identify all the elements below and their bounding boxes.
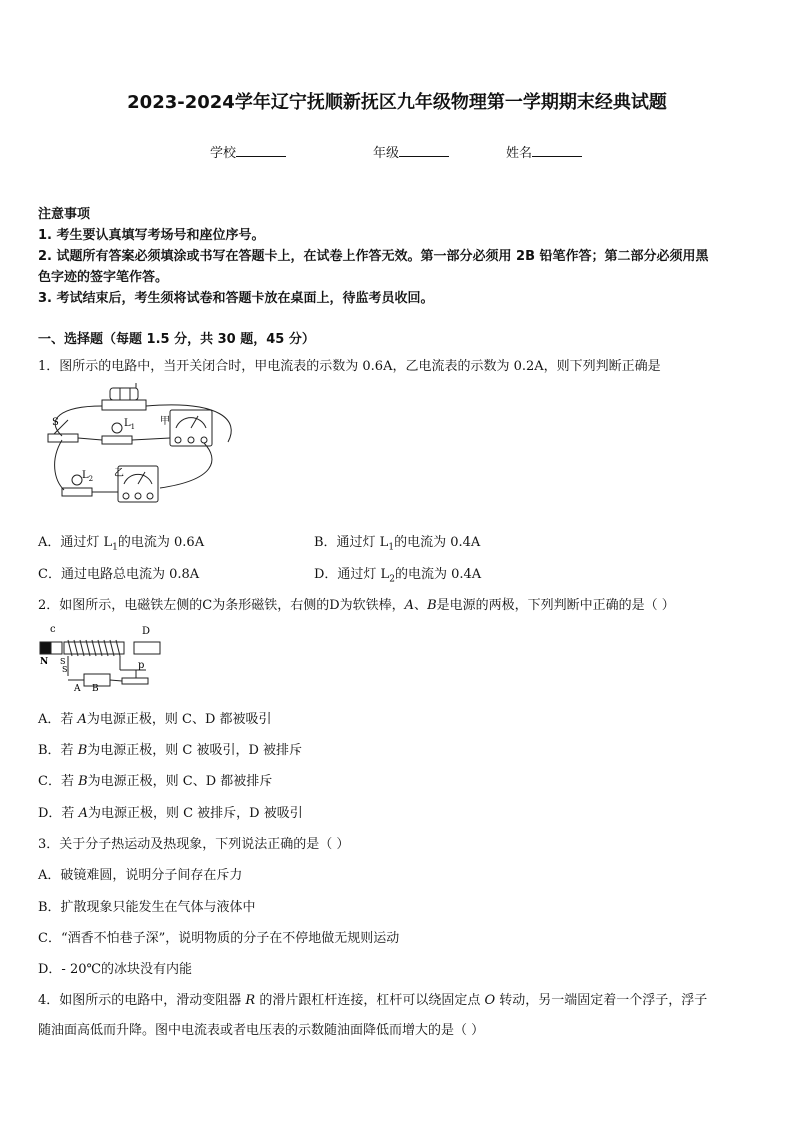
name-blank[interactable] <box>532 144 582 157</box>
fig2-label-c: c <box>50 624 56 635</box>
fig2-label-d: D <box>142 626 151 637</box>
q2-option-b[interactable]: B．若 B为电源正极，则 C 被吸引，D 被排斥 <box>38 743 303 758</box>
notes-item-2: 2. 试题所有答案必须填涂或书写在答题卡上，在试卷上作答无效。第一部分必须用 2B 铅笔作答；第二部分必须用黑 <box>38 249 709 264</box>
fig2-label-b: B <box>92 684 99 692</box>
section-heading: 一、选择题（每题 1.5 分，共 30 题，45 分） <box>38 332 315 347</box>
fig-label-switch: S <box>52 417 59 428</box>
q3-option-a[interactable]: A．破镜难圆，说明分子间存在斥力 <box>38 868 243 883</box>
page-title: 2023-2024学年辽宁抚顺新抚区九年级物理第一学期期末经典试题 <box>127 92 667 113</box>
fig-label-l2: $L_2$ <box>82 470 94 483</box>
fig-label-l1: $L_1$ <box>124 418 136 431</box>
lamp-l2-base <box>62 488 92 496</box>
name-label: 姓名 <box>506 146 533 161</box>
notes-item-3: 3. 考试结束后，考生须将试卷和答题卡放在桌面上，待监考员收回。 <box>38 291 434 306</box>
name-field[interactable] <box>506 142 582 161</box>
fig2-label-a: A <box>74 684 81 692</box>
lamp-l1-icon <box>112 423 122 433</box>
q1-option-b[interactable]: B．通过灯 $L_1$的电流为 0.4A <box>314 535 481 553</box>
fig2-label-n: N <box>40 657 49 667</box>
q3-option-d[interactable]: D．- 20℃的冰块没有内能 <box>38 962 193 977</box>
battery-icon <box>110 388 138 400</box>
q1-option-c[interactable]: C．通过电路总电流为 0.8A <box>38 567 200 582</box>
q3-option-b[interactable]: B．扩散现象只能发生在气体与液体中 <box>38 900 256 915</box>
q1-option-a[interactable]: A．通过灯 $L_1$的电流为 0.6A <box>38 535 205 553</box>
school-label: 学校 <box>210 146 237 161</box>
grade-blank[interactable] <box>399 144 449 157</box>
fig-label-ammeter-jia: 甲 <box>160 416 170 427</box>
fig-label-ammeter-yi: 乙 <box>114 468 124 479</box>
switch-base <box>48 434 78 442</box>
q1-stem: 1．图所示的电路中，当开关闭合时，甲电流表的示数为 0.6A，乙电流表的示数为 0.2A，则下列判断正确是 <box>38 359 661 374</box>
fig2-label-s: S <box>60 657 66 666</box>
q1-option-d[interactable]: D．通过灯 $L_2$的电流为 0.4A <box>314 567 482 585</box>
grade-label: 年级 <box>373 146 400 161</box>
battery-base <box>102 400 146 410</box>
school-blank[interactable] <box>236 144 286 157</box>
q2-option-c[interactable]: C．若 B为电源正极，则 C、D 都被排斥 <box>38 774 273 789</box>
q3-stem: 3．关于分子热运动及热现象，下列说法正确的是（ ） <box>38 837 350 852</box>
q2-electromagnet-figure <box>38 620 168 692</box>
fig2-label-s2: S <box>62 665 68 674</box>
lamp-l1-base <box>102 436 132 444</box>
q1-circuit-figure <box>40 380 240 515</box>
school-field[interactable] <box>210 142 286 161</box>
fig2-label-p: p <box>138 660 145 671</box>
rheostat-icon <box>122 678 148 684</box>
notes-item-2-cont: 色字迹的签字笔作答。 <box>38 270 169 285</box>
lamp-l2-icon <box>72 475 82 485</box>
q4-stem-line1: 4．如图所示的电路中，滑动变阻器 R 的滑片跟杠杆连接，杠杆可以绕固定点 O 转动，另一端固定着一个浮子，浮子 <box>38 993 708 1008</box>
iron-bar-icon <box>134 642 160 654</box>
q2-option-a[interactable]: A．若 A为电源正极，则 C、D 都被吸引 <box>38 712 272 727</box>
q2-stem: 2．如图所示，电磁铁左侧的C为条形磁铁，右侧的D为软铁棒，A、B是电源的两极，下列判断中正确的是（ ） <box>38 598 675 613</box>
q4-stem-line2: 随油面高低而升降。图中电流表或者电压表的示数随油面降低而增大的是（ ） <box>38 1023 485 1038</box>
q2-option-d[interactable]: D．若 A为电源正极，则 C 被排斥，D 被吸引 <box>38 806 303 821</box>
grade-field[interactable] <box>373 142 449 161</box>
notes-item-1: 1. 考生要认真填写考场号和座位序号。 <box>38 228 265 243</box>
q3-option-c[interactable]: C．“酒香不怕巷子深”，说明物质的分子在不停地做无规则运动 <box>38 931 400 946</box>
notes-heading: 注意事项 <box>38 207 91 222</box>
